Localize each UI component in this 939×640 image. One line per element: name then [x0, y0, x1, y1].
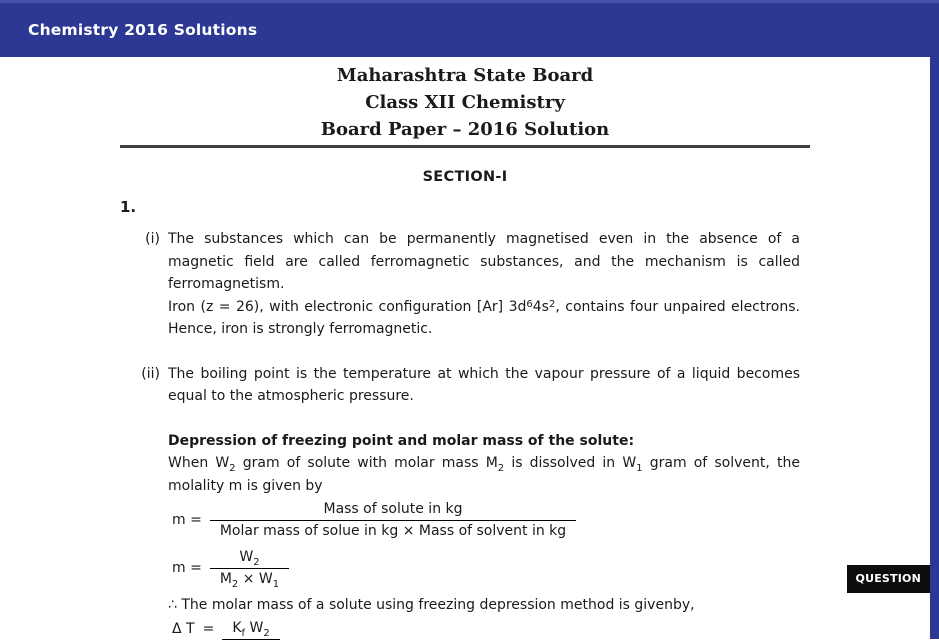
equation-lhs: m =	[172, 557, 202, 580]
app-title: Chemistry 2016 Solutions	[28, 21, 257, 39]
paragraph: The substances which can be permanently magnetised even in the absence of a magnetic field are called ferromagnetic substances, and the mechanism is called ferromagnetism.	[168, 228, 800, 296]
document-page	[120, 57, 810, 640]
fraction-denominator: Molar mass of solue in kg × Mass of solvent in kg	[210, 521, 576, 541]
equation-molality-symbols	[172, 548, 800, 589]
paragraph: The boiling point is the temperature at which the vapour pressure of a liquid becomes equal to the atmospheric pressure.	[168, 363, 800, 408]
item-i-label: (i)	[134, 228, 160, 341]
equation-lhs: Δ T	[172, 618, 195, 640]
item-ii-body	[168, 363, 800, 640]
document-title-block	[120, 62, 810, 143]
answer-item-i	[120, 228, 810, 341]
app-header-bar	[0, 0, 939, 57]
fraction	[210, 500, 576, 541]
fraction-denominator: $M_2 \times W_1$	[210, 569, 289, 589]
equals-sign: =	[203, 618, 215, 640]
equation-lhs: m =	[172, 509, 202, 532]
fraction-numerator: Mass of solute in kg	[210, 500, 576, 521]
fraction-numerator: $W_2$	[210, 548, 289, 569]
doc-title-line-3: Board Paper – 2016 Solution	[120, 116, 810, 143]
paragraph: When $W_2$ gram of solute with molar mass $M_2$ is dissolved in $W_1$ gram of solvent, the molality m is given by	[168, 452, 800, 497]
question-number: 1.	[120, 198, 810, 216]
paragraph: Iron (z = 26), with electronic configuration [Ar] $3d^64s^2$, contains four unpaired electrons. Hence, iron is strongly ferromagnetic.	[168, 296, 800, 341]
item-i-body	[168, 228, 800, 341]
paragraph: ∴ The molar mass of a solute using freezing depression method is givenby,	[168, 594, 800, 617]
title-divider-rule	[120, 145, 810, 148]
section-title: SECTION-I	[120, 168, 810, 186]
subsection-heading: Depression of freezing point and molar mass of the solute:	[168, 430, 800, 453]
equation-delta-tf	[172, 618, 800, 640]
equation-molality-words	[172, 500, 800, 541]
fraction	[222, 619, 279, 640]
item-ii-label: (ii)	[134, 363, 160, 640]
fraction	[210, 548, 289, 589]
question-badge[interactable]: QUESTION	[847, 565, 930, 593]
doc-title-line-2: Class XII Chemistry	[120, 89, 810, 116]
answer-item-ii	[120, 363, 810, 640]
doc-title-line-1: Maharashtra State Board	[120, 62, 810, 89]
fraction-numerator: $K_f$ $W_2$	[222, 619, 279, 640]
right-edge-strip	[930, 0, 939, 639]
